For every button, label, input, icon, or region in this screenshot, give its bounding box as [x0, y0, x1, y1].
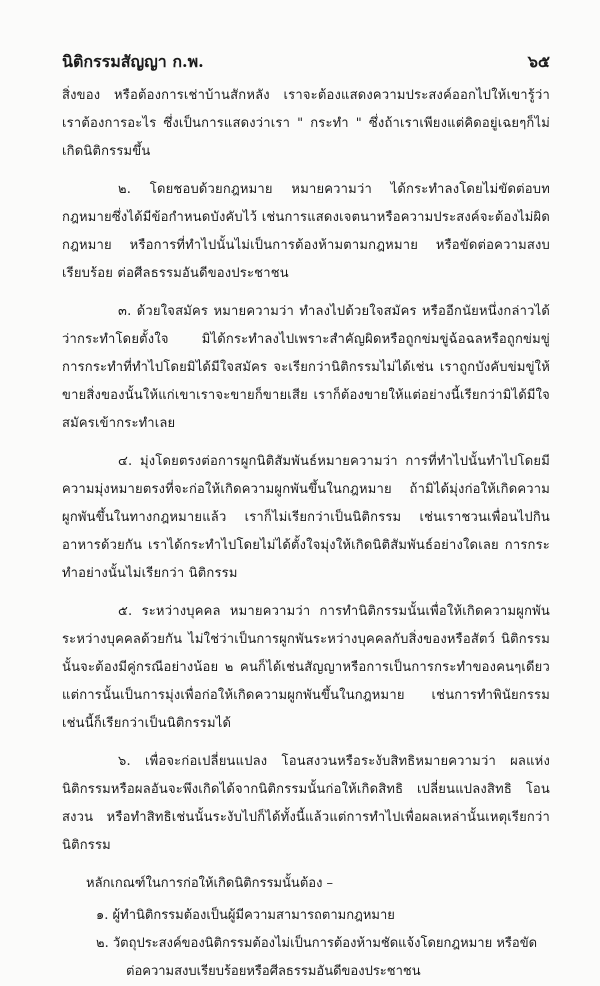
page-header [62, 50, 550, 76]
document-body [62, 82, 550, 986]
paragraph-item-3: ๓. ด้วยใจสมัคร หมายความว่า ทำลงไปด้วยใจสมัคร หรืออีกนัยหนึ่งกล่าวได้ว่ากระทำโดยตั้งใจ มิได้กระทำลงไปเพราะสำคัญผิดหรือถูกข่มขู่ฉ้อฉลหรือถูกข่มขู่ การกระทำที่ทำไปโดยมิได้มีใจสมัคร จะเรียกว่านิติกรรมไม่ได้เช่น เราถูกบังคับข่มขู่ให้ขายสิ่งของนั้นให้แก่เขาเราจะขายก็ขายเสีย เราก็ต้องขายให้แต่อย่างนี้เรียกว่ามิได้มีใจสมัครเข้ากระทำเลย [62, 304, 550, 431]
header-title: นิติกรรมสัญญา ก.พ. [62, 52, 204, 71]
paragraph-item-2: ๒. โดยชอบด้วยกฎหมาย หมายความว่า ได้กระทำลงโดยไม่ขัดต่อบทกฎหมายซึ่งได้มีข้อกำหนดบังคับไว้ เช่นการแสดงเจตนาหรือความประสงค์จะต้องไม่ผิดกฎหมาย หรือการที่ทำไปนั้นไม่เป็นการต้องห้ามตามกฎหมาย หรือขัดต่อความสงบเรียบร้อย ต่อศีลธรรมอันดีของประชาชน [62, 182, 550, 281]
paragraph-continuation: สิ่งของ หรือต้องการเช่าบ้านสักหลัง เราจะต้องแสดงความประสงค์ออกไปให้เขารู้ว่าเราต้องการอะไร ซึ่งเป็นการแสดงว่าเรา " กระทำ " ซึ่งถ้าเราเพียงแต่คิดอยู่เฉยๆก็ไม่เกิดนิติกรรมขึ้น [62, 88, 550, 159]
criteria-item-2: ๒. วัตถุประสงค์ของนิติกรรมต้องไม่เป็นการต้องห้ามชัดแจ้งโดยกฎหมาย หรือขัดต่อความสงบเรียบร้อยหรือศีลธรรมอันดีของประชาชน [96, 936, 538, 979]
page-number: ๖๕ [527, 52, 550, 71]
paragraph-item-5: ๕. ระหว่างบุคคล หมายความว่า การทำนิติกรรมนั้นเพื่อให้เกิดความผูกพันระหว่างบุคคลด้วยกัน ไม่ใช่ว่าเป็นการผูกพันระหว่างบุคคลกับสิ่งของหรือสัตว์ นิติกรรมนั้นจะต้องมีคู่กรณีอย่างน้อย ๒ คนก็ได้เช่นสัญญาหรือการเป็นการกระทำของคนๆเดียว แต่การนั้นเป็นการมุ่งเพื่อก่อให้เกิดความผูกพันขึ้นในกฎหมาย เช่นการทำพินัยกรรมเช่นนี้ก็เรียกว่าเป็นนิติกรรมได้ [62, 604, 550, 731]
criteria-item-1: ๑. ผู้ทำนิติกรรมต้องเป็นผู้มีความสามารถตามกฎหมาย [96, 908, 395, 923]
criteria-heading: หลักเกณฑ์ในการก่อให้เกิดนิติกรรมนั้นต้อง – [86, 876, 334, 891]
paragraph-item-6: ๖. เพื่อจะก่อเปลี่ยนแปลง โอนสงวนหรือระงับสิทธิหมายความว่า ผลแห่งนิติกรรมหรือผลอันจะพึงเกิดได้จากนิติกรรมนั้นก่อให้เกิดสิทธิ เปลี่ยนแปลงสิทธิ โอน สงวน หรือทำสิทธิเช่นนั้นระงับไปก็ได้ทั้งนี้แล้วแต่การทำไปเพื่อผลเหล่านั้นเหตุเรียกว่า นิติกรรม [62, 754, 550, 853]
paragraph-item-4: ๔. มุ่งโดยตรงต่อการผูกนิติสัมพันธ์หมายความว่า การที่ทำไปนั้นทำไปโดยมีความมุ่งหมายตรงที่จะก่อให้เกิดความผูกพันขึ้นในกฎหมาย ถ้ามิได้มุ่งก่อให้เกิดความผูกพันขึ้นในทางกฎหมายแล้ว เราก็ไม่เรียกว่าเป็นนิติกรรม เช่นเราชวนเพื่อนไปกินอาหารด้วยกัน เราได้กระทำไปโดยไม่ได้ตั้งใจมุ่งให้เกิดนิติสัมพันธ์อย่างใดเลย การกระทำอย่างนั้นไม่เรียกว่า นิติกรรม [62, 454, 550, 581]
